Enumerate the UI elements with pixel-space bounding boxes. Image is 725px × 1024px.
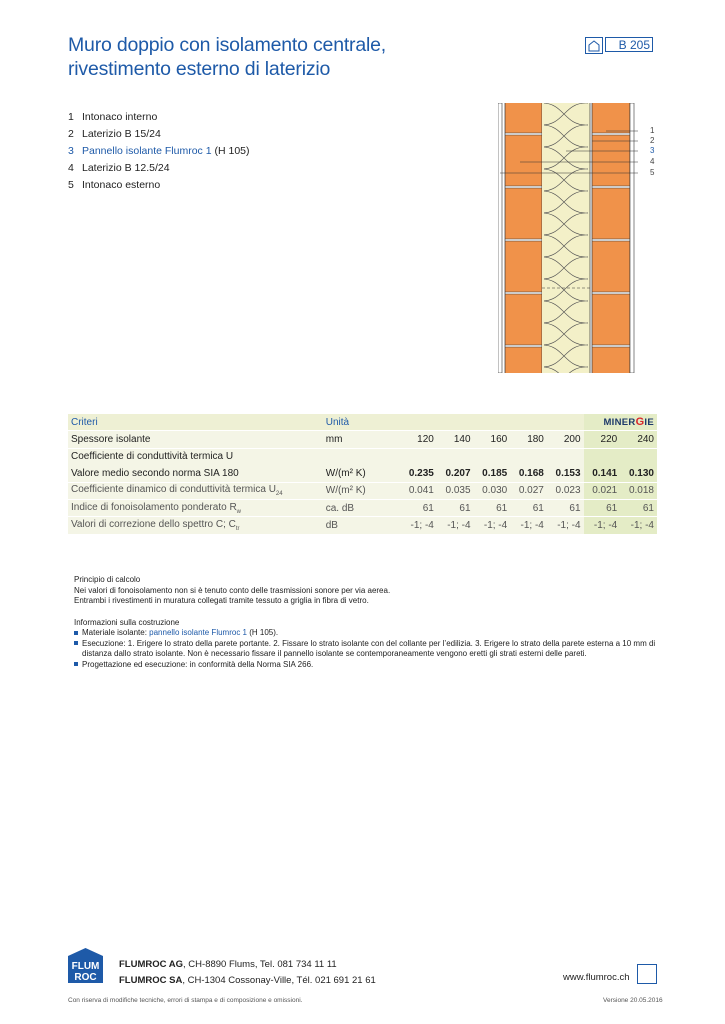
table-row: Valori di correzione dello spettro C; $C_{tr}$ dB -1; -4 -1; -4 -1; -4 -1; -4 -1; -4 -1; -4 -1; -4 — [68, 517, 657, 534]
minergie-logo: MINERGIE — [584, 414, 657, 431]
table-row: Valore medio secondo norma SIA 180 W/(m² K) 0.235 0.207 0.185 0.168 0.153 0.141 0.130 — [68, 465, 657, 482]
table-row: Coefficiente di conduttività termica U — [68, 448, 657, 465]
criteria-table — [68, 414, 657, 534]
version: Versione 20.05.2016 — [603, 997, 663, 1004]
layer-item: 4 Laterizio B 12.5/24 — [68, 162, 170, 174]
list-item: Progettazione ed esecuzione: in conformità della Norma SIA 266. — [74, 660, 659, 671]
notes-section: Principio di calcolo Nei valori di fonoisolamento non si è tenuto conto delle trasmissioni sonore per via aerea. Entrambi i rivestimenti in muratura collegati tramite tessuto a griglia in fibra di vetro. Informazioni sulla costruzione Materiale isolante: pannello isolante Flumroc 1 (H 105). Esecuzione: 1. Erigere lo strato della parete portante. 2. Fissare lo strato isolante con del collante per l’edilizia. 3. Erigere lo strato della parete esterna a 10 mm di distanza dallo strato isolante. Non è necessario fissare il pannello isolante se contemporaneamente vengono eretti gli strati esterni delle pareti. Progettazione ed esecuzione: in conformità della Norma SIA 266. — [74, 575, 659, 670]
product-link[interactable]: pannello isolante Flumroc 1 — [149, 628, 247, 637]
table-row: Indice di fonoisolamento ponderato $R_w$ ca. dB 61 61 61 61 61 61 61 — [68, 499, 657, 516]
list-item: Materiale isolante: pannello isolante Flumroc 1 (H 105). — [74, 628, 659, 639]
company-info: FLUMROC AG, CH-8890 Flums, Tel. 081 734 11 11 FLUMROC SA, CH-1304 Cossonay-Ville, Tél. 021 691 21 61 — [119, 959, 376, 986]
diagram-label-5: 5 — [650, 168, 655, 177]
diagram-label-3: 3 — [650, 146, 655, 155]
bullet-icon — [74, 631, 78, 635]
bullet-icon — [74, 662, 78, 666]
website-link[interactable]: www.flumroc.ch — [563, 972, 630, 983]
page-title: Muro doppio con isolamento centrale, rivestimento esterno di laterizio — [68, 34, 386, 80]
layer-item: 5 Intonaco esterno — [68, 179, 161, 191]
calc-heading: Principio di calcolo — [74, 575, 141, 584]
qr-box — [637, 964, 657, 984]
layer-item: 2 Laterizio B 15/24 — [68, 128, 161, 140]
diagram-label-2: 2 — [650, 136, 655, 145]
svg-text:ROC: ROC — [74, 972, 97, 983]
layer-item: 1 Intonaco interno — [68, 111, 158, 123]
table-row: Coefficiente dinamico di conduttività termica $U_{24}$ W/(m² K) 0.041 0.035 0.030 0.027 0.023 0.021 0.018 — [68, 482, 657, 499]
house-icon — [585, 37, 603, 54]
table-header-row: Criteri Unità MINERGIE — [68, 414, 657, 431]
layer-item: 3 Pannello isolante Flumroc 1 (H 105) — [68, 145, 250, 157]
table-row: Spessore isolante mm 120 140 160 180 200 220 240 — [68, 431, 657, 448]
document-code: B 205 — [605, 37, 653, 52]
info-heading: Informazioni sulla costruzione — [74, 617, 180, 627]
disclaimer: Con riserva di modifiche tecniche, errori di stampa e di composizione e omissioni. — [68, 997, 303, 1004]
diagram-label-1: 1 — [650, 126, 655, 135]
svg-text:FLUM: FLUM — [71, 961, 100, 972]
list-item: Esecuzione: 1. Erigere lo strato della parete portante. 2. Fissare lo strato isolante con del collante per l’edilizia. 3. Erigere lo strato della parete esterna a 10 mm di — [74, 639, 659, 650]
flumroc-logo — [68, 948, 103, 983]
layer-list — [68, 109, 250, 194]
insulation-link[interactable]: Pannello isolante Flumroc 1 — [82, 145, 212, 157]
bullet-icon — [74, 641, 78, 645]
wall-section-diagram — [498, 103, 638, 373]
diagram-label-4: 4 — [650, 157, 655, 166]
